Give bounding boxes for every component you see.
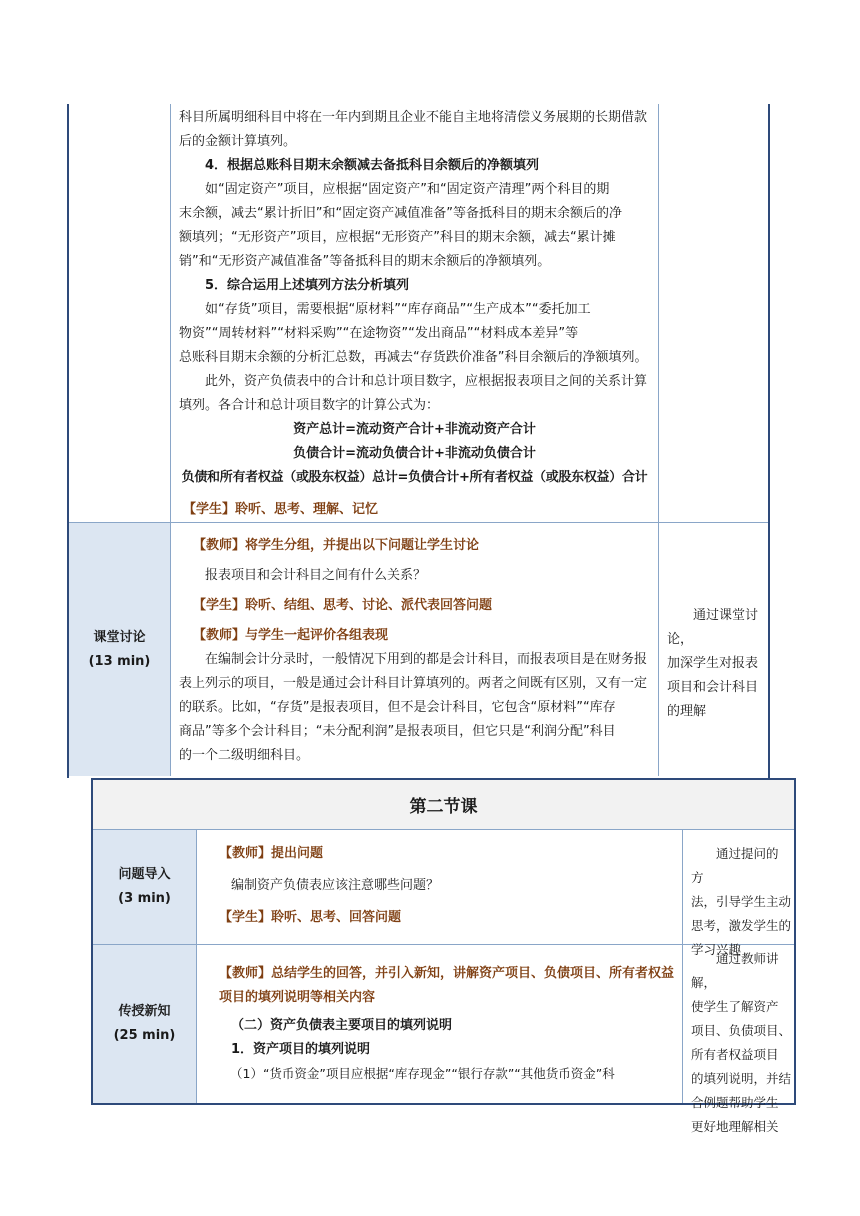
phase-time: (3 min) (118, 891, 171, 906)
intro-question: 编制资产负债表应该注意哪些问题？ (231, 878, 440, 893)
content-cell-row2 (197, 962, 682, 1086)
text-line: 的一个二级明细科目。 (179, 748, 310, 763)
discussion-question: 报表项目和会计科目之间有什么关系？ (205, 568, 427, 583)
remark-cell (659, 604, 768, 724)
sub-heading: 1．资产项目的填列说明 (231, 1042, 371, 1057)
phase-label-cell (93, 830, 196, 944)
text-line: 的联系。比如，“存货”是报表项目，但不是会计科目，它包含“原材料”“库存 (179, 700, 616, 715)
phase-time: (13 min) (88, 653, 151, 669)
text-line: 物资”“周转材料”“材料采购”“在途物资”“发出商品”“材料成本差异”等 (179, 326, 579, 341)
remark-line: 通过提问的方 (691, 846, 779, 885)
remark-line: 项目和会计科目 (667, 680, 759, 695)
text-line: 后的金额计算填列。 (179, 134, 297, 149)
text-line: 如“存货”项目，需要根据“原材料”“库存商品”“生产成本”“委托加工 (205, 302, 591, 317)
phase-label-cell (69, 523, 170, 776)
text-line: 此外，资产负债表中的合计和总计项目数字，应根据报表项目之间的关系计算 (205, 374, 648, 389)
remark-line: 更好地理解相关 (691, 1119, 779, 1134)
teacher-activity: 【教师】与学生一起评价各组表现 (193, 628, 389, 643)
lesson-section-title: 第二节课 (93, 780, 794, 829)
teacher-activity: 【教师】提出问题 (219, 846, 324, 861)
remark-line: 的理解 (667, 704, 707, 719)
formula-assets: 资产总计=流动资产合计+非流动资产合计 (293, 422, 536, 437)
text-line: 填列。各合计和总计项目数字的计算公式为： (179, 398, 440, 413)
remark-line: 的填列说明，并结 (691, 1071, 792, 1086)
student-activity: 【学生】聆听、思考、回答问题 (219, 910, 402, 925)
content-cell-row1 (171, 106, 658, 522)
phase-label: 问题导入 (118, 867, 171, 882)
teacher-activity: 【教师】总结学生的回答，并引入新知，讲解资产项目、负债项目、所有者权益 (219, 966, 675, 981)
phase-label: 课堂讨论 (93, 629, 146, 645)
content-cell-row2 (171, 534, 658, 768)
remark-line: 通过课堂讨论， (667, 608, 759, 647)
text-line: 总账科目期末余额的分析汇总数，再减去“存货跌价准备”科目余额后的净额填列。 (179, 350, 648, 365)
text-line: 如“固定资产”项目，应根据“固定资产”和“固定资产清理”两个科目的期 (205, 182, 610, 197)
formula-total: 负债和所有者权益（或股东权益）总计=负债合计+所有者权益（或股东权益）合计 (181, 470, 648, 485)
student-activity: 【学生】聆听、思考、理解、记忆 (183, 502, 379, 517)
lesson-table-part1 (67, 104, 770, 778)
phase-label-cell (93, 945, 196, 1103)
teacher-activity: 项目的填列说明等相关内容 (219, 990, 376, 1005)
text-line: 在编制会计分录时，一般情况下用到的都是会计科目，而报表项目是在财务报 (205, 652, 648, 667)
text-line: 额填列；“无形资产”项目，应根据“无形资产”科目的期末余额，减去“累计摊 (179, 230, 616, 245)
text-line: 表上列示的项目，一般是通过会计科目计算填列的。两者之间既有区别，又有一定 (179, 676, 648, 691)
text-line: 科目所属明细科目中将在一年内到期且企业不能自主地将清偿义务展期的长期借款 (179, 110, 648, 125)
text-line: （1）“货币资金”项目应根据“库存现金”“银行存款”“其他货币资金”科 (230, 1066, 615, 1081)
lesson-table-part2 (91, 778, 796, 1134)
remark-line: 合例题帮助学生 (691, 1095, 779, 1110)
section-heading-5: 5．综合运用上述填列方法分析填列 (205, 278, 410, 293)
formula-liabilities: 负债合计=流动负债合计+非流动负债合计 (293, 446, 536, 461)
remark-line: 使学生了解资产 (691, 999, 779, 1014)
content-cell-row1 (197, 842, 682, 930)
remark-line: 所有者权益项目 (691, 1047, 779, 1062)
remark-line: 思考，激发学生的 (691, 918, 792, 933)
phase-time: (25 min) (113, 1028, 176, 1043)
phase-label: 传授新知 (118, 1004, 171, 1019)
remark-line: 通过教师讲解， (691, 951, 779, 990)
remark-line: 项目、负债项目、 (691, 1023, 792, 1038)
remark-line: 学习兴趣 (691, 942, 742, 957)
remark-line: 加深学生对报表 (667, 656, 759, 671)
text-line: 末余额，减去“累计折旧”和“固定资产减值准备”等备抵科目的期末余额后的净 (179, 206, 622, 221)
remark-cell (683, 947, 794, 1139)
remark-line: 法，引导学生主动 (691, 894, 792, 909)
student-activity: 【学生】聆听、结组、思考、讨论、派代表回答问题 (193, 598, 493, 613)
text-line: 销”和“无形资产减值准备”等备抵科目的期末余额后的净额填列。 (179, 254, 551, 269)
section-heading: （二）资产负债表主要项目的填列说明 (231, 1018, 453, 1033)
text-line: 商品”等多个会计科目；“未分配利润”是报表项目，但它只是“利润分配”科目 (179, 724, 616, 739)
teacher-activity: 【教师】将学生分组，并提出以下问题让学生讨论 (193, 538, 480, 553)
section-heading-4: 4．根据总账科目期末余额减去备抵科目余额后的净额填列 (205, 158, 540, 173)
remark-cell (683, 842, 794, 962)
